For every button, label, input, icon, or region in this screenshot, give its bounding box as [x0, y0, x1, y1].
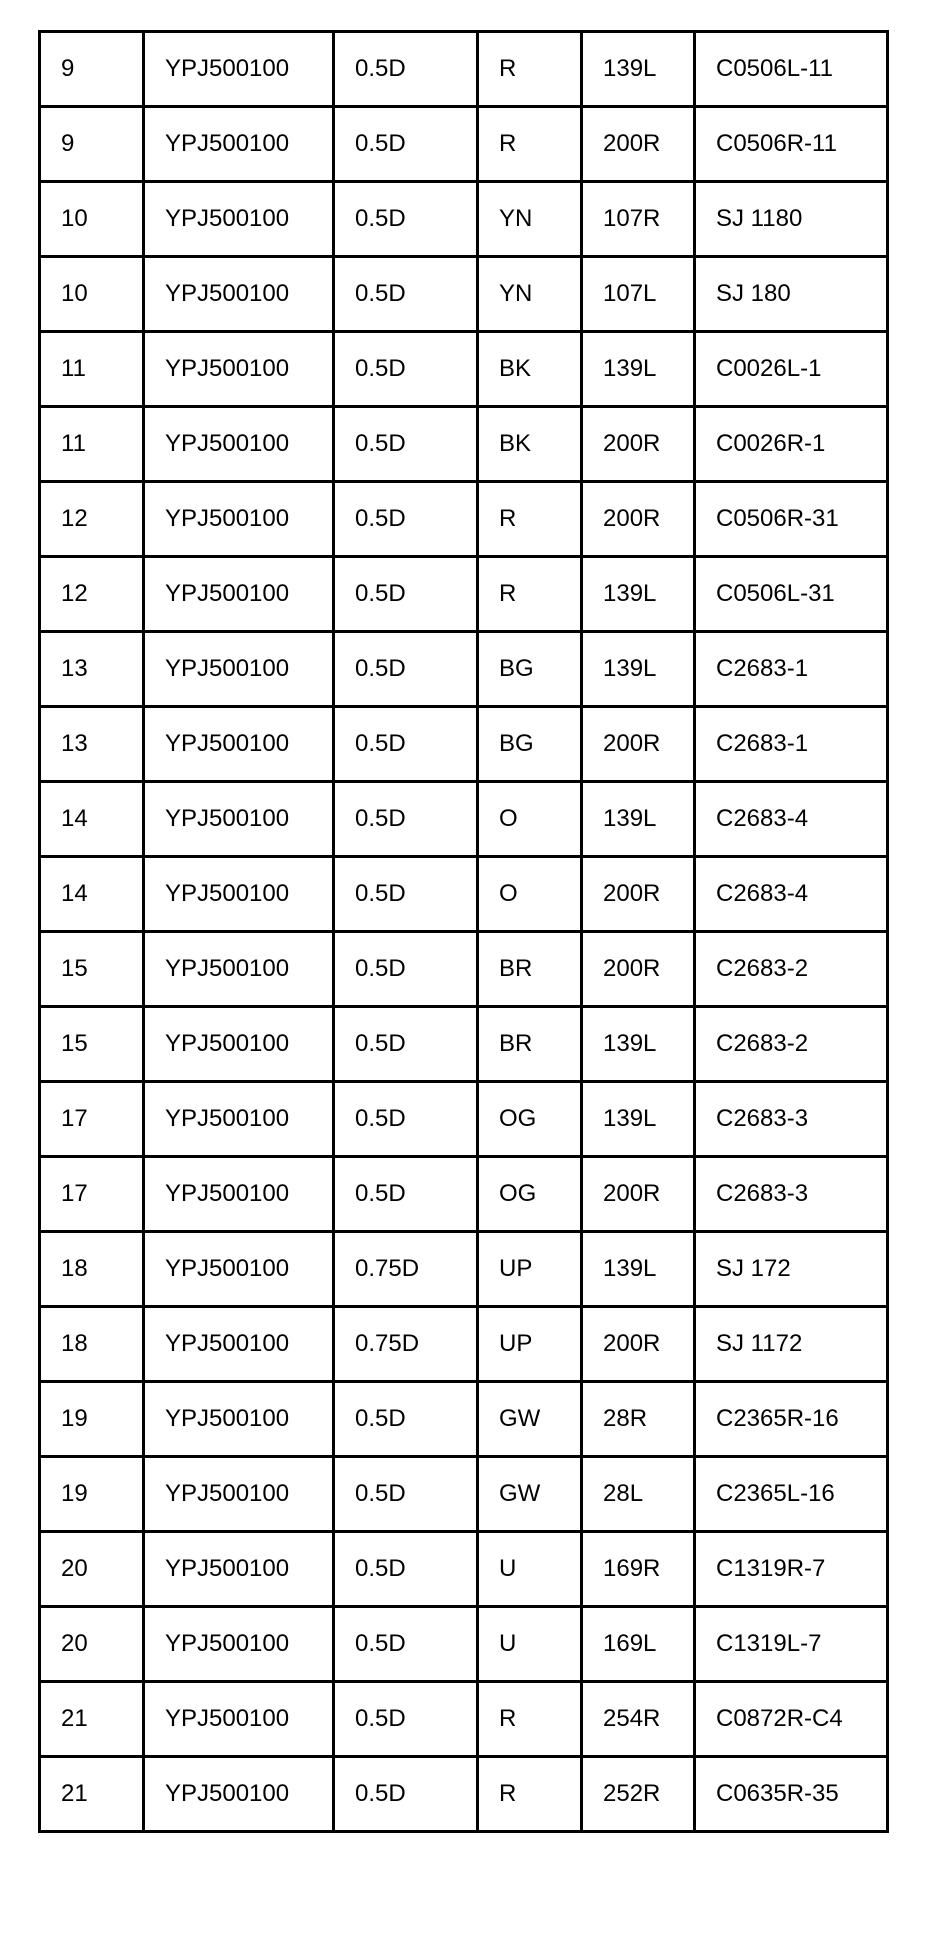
wire-size-cell: 0.5D [334, 1382, 478, 1457]
terminal-cell: 254R [582, 1682, 695, 1757]
table-row [40, 407, 888, 482]
wire-color-cell: GW [478, 1382, 582, 1457]
part-number-cell: YPJ500100 [144, 1757, 334, 1832]
terminal-cell: 139L [582, 1232, 695, 1307]
wire-color-cell: U [478, 1607, 582, 1682]
circuit-number-cell: 9 [40, 107, 144, 182]
circuit-number-cell: 11 [40, 407, 144, 482]
table-row [40, 1607, 888, 1682]
terminal-cell: 139L [582, 1082, 695, 1157]
wire-color-cell: U [478, 1532, 582, 1607]
part-number-cell: YPJ500100 [144, 782, 334, 857]
terminal-cell: 169R [582, 1532, 695, 1607]
circuit-number-cell: 12 [40, 557, 144, 632]
connector-cell: C0026L-1 [695, 332, 888, 407]
wire-size-cell: 0.5D [334, 1757, 478, 1832]
wire-size-cell: 0.5D [334, 32, 478, 107]
connector-cell: C2683-2 [695, 932, 888, 1007]
table-row [40, 1682, 888, 1757]
table-row [40, 1457, 888, 1532]
connector-cell: C1319R-7 [695, 1532, 888, 1607]
circuit-number-cell: 14 [40, 782, 144, 857]
terminal-cell: 200R [582, 857, 695, 932]
part-number-cell: YPJ500100 [144, 257, 334, 332]
circuit-number-cell: 10 [40, 257, 144, 332]
part-number-cell: YPJ500100 [144, 1307, 334, 1382]
wire-size-cell: 0.5D [334, 782, 478, 857]
terminal-cell: 200R [582, 107, 695, 182]
wire-color-cell: R [478, 557, 582, 632]
part-number-cell: YPJ500100 [144, 32, 334, 107]
wire-color-cell: BR [478, 1007, 582, 1082]
wire-color-cell: OG [478, 1157, 582, 1232]
wire-size-cell: 0.5D [334, 857, 478, 932]
connector-cell: C2683-2 [695, 1007, 888, 1082]
part-number-cell: YPJ500100 [144, 332, 334, 407]
circuit-number-cell: 15 [40, 932, 144, 1007]
connector-cell: C2683-1 [695, 707, 888, 782]
wire-color-cell: R [478, 107, 582, 182]
table-row [40, 1157, 888, 1232]
circuit-number-cell: 9 [40, 32, 144, 107]
table-row [40, 557, 888, 632]
terminal-cell: 200R [582, 1307, 695, 1382]
circuit-number-cell: 10 [40, 182, 144, 257]
wire-size-cell: 0.5D [334, 107, 478, 182]
table-row [40, 107, 888, 182]
wire-size-cell: 0.5D [334, 632, 478, 707]
table-row [40, 782, 888, 857]
circuit-number-cell: 18 [40, 1232, 144, 1307]
wire-color-cell: YN [478, 257, 582, 332]
part-number-cell: YPJ500100 [144, 407, 334, 482]
table-row [40, 1532, 888, 1607]
wire-size-cell: 0.5D [334, 1007, 478, 1082]
wire-size-cell: 0.5D [334, 1532, 478, 1607]
connector-cell: C2683-3 [695, 1157, 888, 1232]
circuit-number-cell: 11 [40, 332, 144, 407]
terminal-cell: 139L [582, 782, 695, 857]
terminal-cell: 139L [582, 557, 695, 632]
terminal-cell: 139L [582, 1007, 695, 1082]
connector-cell: C0635R-35 [695, 1757, 888, 1832]
circuit-number-cell: 13 [40, 632, 144, 707]
connector-cell: C2365R-16 [695, 1382, 888, 1457]
wire-size-cell: 0.5D [334, 257, 478, 332]
table-row [40, 1082, 888, 1157]
part-number-cell: YPJ500100 [144, 1682, 334, 1757]
terminal-cell: 200R [582, 407, 695, 482]
circuit-number-cell: 17 [40, 1082, 144, 1157]
part-number-cell: YPJ500100 [144, 1607, 334, 1682]
part-number-cell: YPJ500100 [144, 1532, 334, 1607]
circuit-number-cell: 21 [40, 1682, 144, 1757]
connector-cell: C0506R-11 [695, 107, 888, 182]
connector-cell: SJ 1180 [695, 182, 888, 257]
terminal-cell: 200R [582, 932, 695, 1007]
wire-color-cell: O [478, 782, 582, 857]
part-number-cell: YPJ500100 [144, 107, 334, 182]
connector-cell: C2683-4 [695, 782, 888, 857]
part-number-cell: YPJ500100 [144, 932, 334, 1007]
table-row [40, 182, 888, 257]
terminal-cell: 252R [582, 1757, 695, 1832]
part-number-cell: YPJ500100 [144, 1232, 334, 1307]
wire-color-cell: BR [478, 932, 582, 1007]
wire-color-cell: R [478, 32, 582, 107]
table-row [40, 1307, 888, 1382]
table-row [40, 857, 888, 932]
circuit-number-cell: 15 [40, 1007, 144, 1082]
part-number-cell: YPJ500100 [144, 557, 334, 632]
table-row [40, 1382, 888, 1457]
wire-color-cell: GW [478, 1457, 582, 1532]
connector-cell: C2683-3 [695, 1082, 888, 1157]
connector-cell: C0872R-C4 [695, 1682, 888, 1757]
wire-size-cell: 0.5D [334, 407, 478, 482]
wire-color-cell: R [478, 1682, 582, 1757]
terminal-cell: 28R [582, 1382, 695, 1457]
wire-size-cell: 0.5D [334, 1682, 478, 1757]
wire-color-cell: UP [478, 1232, 582, 1307]
wire-color-cell: UP [478, 1307, 582, 1382]
part-number-cell: YPJ500100 [144, 182, 334, 257]
table-row [40, 257, 888, 332]
table-row [40, 1007, 888, 1082]
part-number-cell: YPJ500100 [144, 632, 334, 707]
connector-cell: SJ 180 [695, 257, 888, 332]
part-number-cell: YPJ500100 [144, 1382, 334, 1457]
table-row [40, 707, 888, 782]
circuit-number-cell: 20 [40, 1532, 144, 1607]
wire-size-cell: 0.75D [334, 1307, 478, 1382]
wire-color-cell: O [478, 857, 582, 932]
connector-cell: C1319L-7 [695, 1607, 888, 1682]
terminal-cell: 139L [582, 632, 695, 707]
part-number-cell: YPJ500100 [144, 1082, 334, 1157]
terminal-cell: 139L [582, 332, 695, 407]
circuit-number-cell: 18 [40, 1307, 144, 1382]
document-page [38, 30, 889, 1833]
connector-cell: C0506L-11 [695, 32, 888, 107]
table-row [40, 332, 888, 407]
wire-color-cell: BK [478, 407, 582, 482]
terminal-cell: 139L [582, 32, 695, 107]
connector-cell: C2683-1 [695, 632, 888, 707]
part-number-cell: YPJ500100 [144, 1457, 334, 1532]
terminal-cell: 107L [582, 257, 695, 332]
terminal-cell: 169L [582, 1607, 695, 1682]
wire-color-cell: BG [478, 632, 582, 707]
circuit-number-cell: 14 [40, 857, 144, 932]
connector-cell: C2365L-16 [695, 1457, 888, 1532]
wire-color-cell: R [478, 1757, 582, 1832]
circuit-number-cell: 17 [40, 1157, 144, 1232]
wire-color-cell: BG [478, 707, 582, 782]
wire-size-cell: 0.5D [334, 482, 478, 557]
wiring-table-body [40, 32, 888, 1832]
part-number-cell: YPJ500100 [144, 707, 334, 782]
wiring-table [38, 30, 889, 1833]
wire-size-cell: 0.5D [334, 932, 478, 1007]
part-number-cell: YPJ500100 [144, 1007, 334, 1082]
connector-cell: C2683-4 [695, 857, 888, 932]
wire-color-cell: YN [478, 182, 582, 257]
wire-color-cell: BK [478, 332, 582, 407]
wire-size-cell: 0.5D [334, 332, 478, 407]
table-row [40, 482, 888, 557]
terminal-cell: 200R [582, 707, 695, 782]
connector-cell: SJ 1172 [695, 1307, 888, 1382]
terminal-cell: 28L [582, 1457, 695, 1532]
wire-size-cell: 0.5D [334, 1082, 478, 1157]
wire-color-cell: OG [478, 1082, 582, 1157]
circuit-number-cell: 19 [40, 1382, 144, 1457]
table-row [40, 1232, 888, 1307]
part-number-cell: YPJ500100 [144, 857, 334, 932]
connector-cell: C0506L-31 [695, 557, 888, 632]
wire-size-cell: 0.5D [334, 707, 478, 782]
connector-cell: C0026R-1 [695, 407, 888, 482]
wire-size-cell: 0.5D [334, 182, 478, 257]
circuit-number-cell: 12 [40, 482, 144, 557]
wire-size-cell: 0.5D [334, 1157, 478, 1232]
circuit-number-cell: 13 [40, 707, 144, 782]
wire-color-cell: R [478, 482, 582, 557]
circuit-number-cell: 21 [40, 1757, 144, 1832]
circuit-number-cell: 19 [40, 1457, 144, 1532]
wire-size-cell: 0.5D [334, 1607, 478, 1682]
terminal-cell: 200R [582, 482, 695, 557]
table-row [40, 1757, 888, 1832]
circuit-number-cell: 20 [40, 1607, 144, 1682]
part-number-cell: YPJ500100 [144, 1157, 334, 1232]
table-row [40, 932, 888, 1007]
connector-cell: C0506R-31 [695, 482, 888, 557]
table-row [40, 32, 888, 107]
connector-cell: SJ 172 [695, 1232, 888, 1307]
terminal-cell: 200R [582, 1157, 695, 1232]
table-row [40, 632, 888, 707]
wire-size-cell: 0.5D [334, 557, 478, 632]
wire-size-cell: 0.75D [334, 1232, 478, 1307]
part-number-cell: YPJ500100 [144, 482, 334, 557]
wire-size-cell: 0.5D [334, 1457, 478, 1532]
terminal-cell: 107R [582, 182, 695, 257]
